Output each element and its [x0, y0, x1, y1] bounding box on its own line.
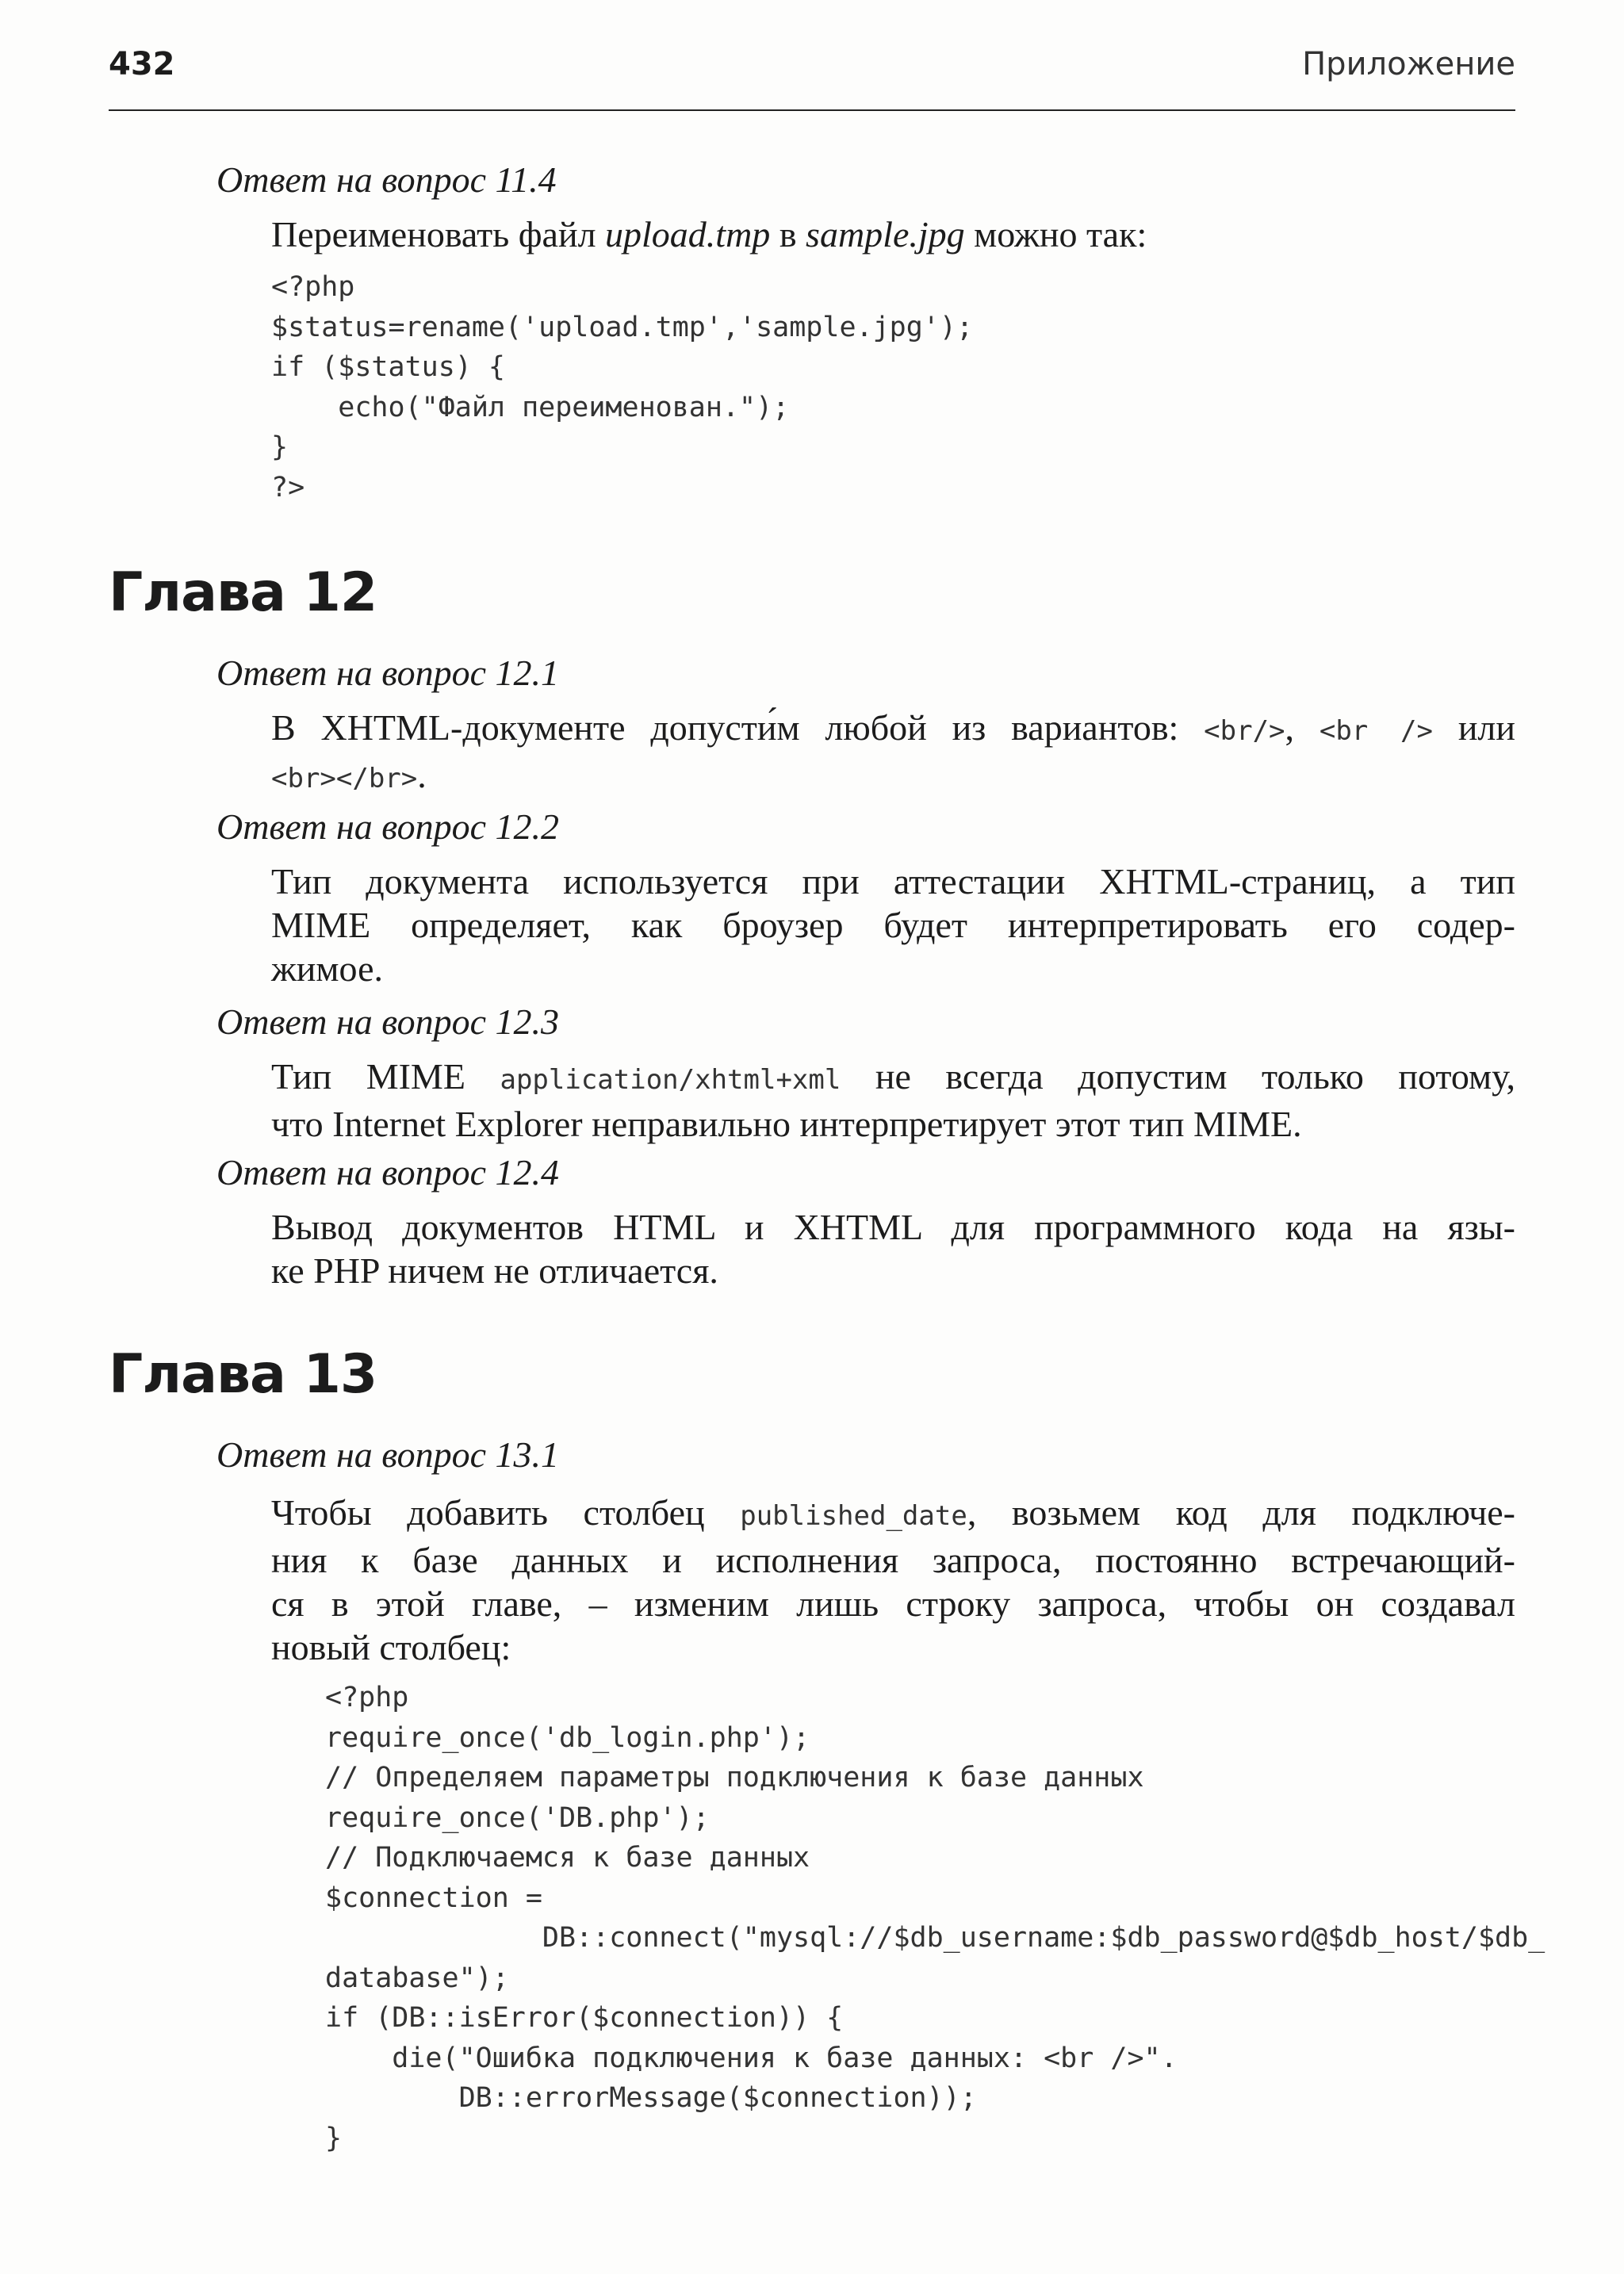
- answer-heading: Ответ на вопрос 12.4: [216, 1152, 560, 1193]
- running-title: Приложение: [1302, 46, 1515, 82]
- answer-paragraph: Вывод документов HTML и XHTML для программного кода на язы- ке PHP ничем не отличается.: [271, 1207, 1515, 1291]
- answer-heading: Ответ на вопрос 12.2: [216, 806, 560, 847]
- filename: upload.tmp: [605, 214, 771, 255]
- answer-heading: Ответ на вопрос 12.1: [216, 653, 560, 693]
- answer-heading: Ответ на вопрос 11.4: [216, 159, 557, 200]
- page-header: [109, 46, 1515, 111]
- answer-heading: Ответ на вопрос 13.1: [216, 1434, 560, 1475]
- code-listing: <?php $status=rename('upload.tmp','sample.jpg'); if ($status) { echo("Файл переименован."); } ?>: [271, 271, 974, 503]
- page-number: 432: [109, 46, 175, 82]
- chapter-title: Глава 12: [109, 561, 377, 624]
- chapter-title: Глава 13: [109, 1343, 377, 1406]
- answer-paragraph: Тип документа используется при аттестации XHTML-страниц, а тип MIME определяет, как броузер будет интерпретировать его содер- жимое.: [271, 861, 1515, 989]
- answer-paragraph: В XHTML-документе допусти́м любой из вариантов: <br/>, <br /> или <br></br>.: [271, 707, 1516, 795]
- filename: sample.jpg: [806, 214, 965, 255]
- answer-paragraph: Чтобы добавить столбец published_date, возьмем код для подключе- ния к базе данных и исполнения запроса, постоянно встречающий- ся в этой главе, – изменим лишь строку запроса, чтобы он создавал новый столбец:: [271, 1492, 1515, 1667]
- answer-paragraph: Тип MIME application/xhtml+xml не всегда допустим только потому, что Internet Explorer неправильно интерпретирует этот тип MIME.: [271, 1056, 1515, 1144]
- answer-heading: Ответ на вопрос 12.3: [216, 1001, 560, 1042]
- code-listing: <?php require_once('db_login.php'); // Определяем параметры подключения к базе данных require_once('DB.php'); // Подключаемся к базе данных $connection = DB::connect("mysql://$db_username:$db_password@$db_host/$db_ database"); if (DB::isError($connection)) { die("Ошибка подключения к базе данных: <br />". DB::errorMessage($connection)); }: [325, 1682, 1545, 2154]
- answer-paragraph: Переименовать файл upload.tmp в sample.jpg можно так:: [271, 214, 1147, 255]
